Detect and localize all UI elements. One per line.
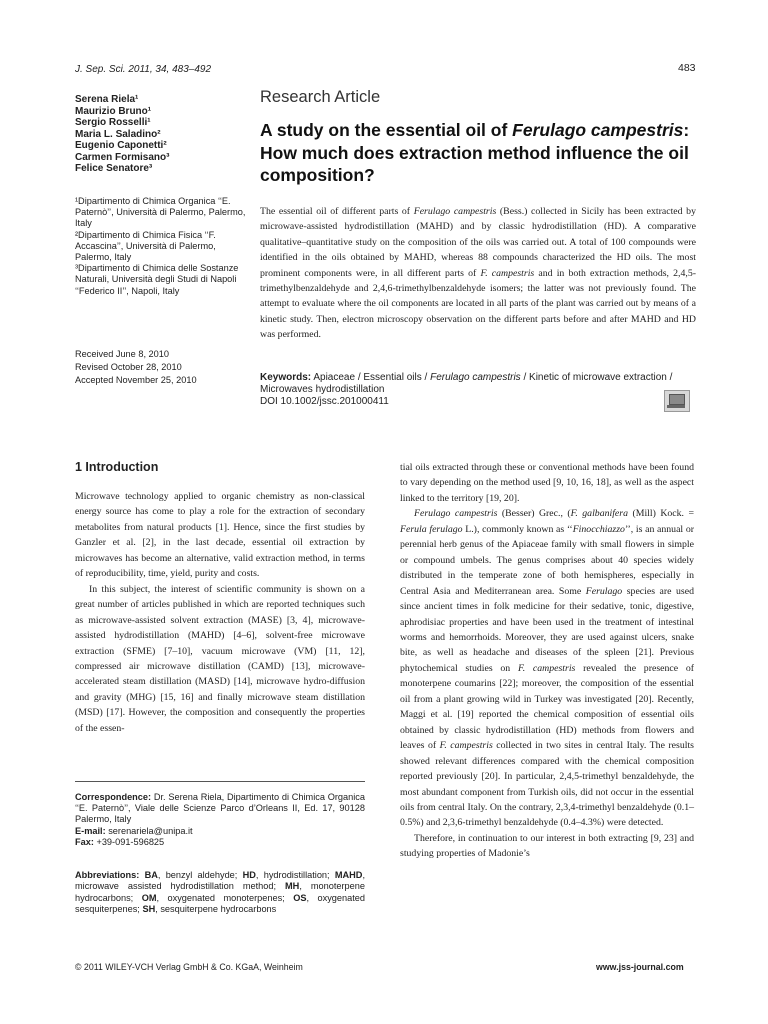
section-heading: 1 Introduction: [75, 460, 159, 474]
keywords: [260, 372, 700, 409]
body-column-right: [400, 460, 694, 862]
article-title: [260, 119, 700, 187]
footnote-divider: [75, 781, 365, 782]
correspondence-label: Correspondence:: [75, 792, 152, 802]
affiliation: ¹Dipartimento di Chimica Organica ‘‘E. Paternò’’, Università di Palermo, Palermo, Italy: [75, 196, 246, 229]
author: Maurizio Bruno¹: [75, 105, 152, 117]
author: Eugenio Caponetti²: [75, 140, 167, 151]
paragraph: Microwave technology applied to organic chemistry as non-classical energy source has come to play a role for the extraction of secondary metabolites from natural products [1]. Hence, since the first studies by Ganzler et al. [2], in the last decade, essential oil extraction by microwaves has become an alternative, valid extraction method, in terms of reproducibility, time, yield, purity and costs.: [75, 491, 365, 580]
page-number: 483: [678, 62, 696, 74]
keywords-label: Keywords:: [260, 372, 312, 383]
abbreviations: Abbreviations: BA, benzyl aldehyde; HD, hydrodistillation; MAHD, microwave assisted hydrodistillation method; MH, monoterpene hydrocarbons; OM, oxygenated monoterpenes; OS, oxygenated sesquiterpenes; SH, sesquiterpene hydrocarbons: [75, 870, 365, 915]
abbreviations-label: Abbreviations:: [75, 870, 140, 880]
body-column-left: [75, 489, 365, 736]
computer-base: [667, 405, 685, 408]
paragraph: Therefore, in continuation to our interest in both extracting [9, 23] and studying properties of Madonie’s: [400, 832, 694, 860]
affiliation: ²Dipartimento di Chimica Fisica ‘‘F. Accascina’’, Università di Palermo, Palermo, Italy: [75, 229, 216, 263]
correspondence: [75, 792, 365, 848]
copyright: © 2011 WILEY-VCH Verlag GmbH & Co. KGaA, Weinheim: [75, 962, 303, 972]
abstract-species: F. campestris: [480, 267, 535, 279]
keywords-text: Apiaceae / Essential oils /: [311, 372, 431, 383]
abstract: [260, 204, 696, 343]
title-species: Ferulago campestris: [512, 120, 684, 140]
affiliation: ³Dipartimento di Chimica delle Sostanze Naturali, Università degli Studi di Napoli ‘‘Federico II’’, Napoli, Italy: [75, 263, 239, 296]
article-type: Research Article: [260, 88, 381, 106]
doi[interactable]: DOI 10.1002/jssc.201000411: [260, 396, 389, 408]
keywords-text: / Kinetic of microwave extraction / Microwaves hydrodistillation: [260, 372, 673, 396]
abstract-text: and in both extraction methods, 2,4,5-trimethylbenzaldehyde and 2,4,6-trimethylbenzaldehyde isomers; the latter was not previously found. The attempt to evaluate where the oil components are located in all parts of the plant was carried out by means of a kinetic study. Then, electron microscopy observation on the different parts before and after MAHD and HD was performed.: [260, 267, 697, 341]
fax-label: Fax:: [75, 836, 94, 847]
journal-citation: J. Sep. Sci. 2011, 34, 483–492: [75, 64, 212, 75]
abstract-text: The essential oil of different parts of: [260, 206, 414, 217]
abstract-species: Ferulago campestris: [413, 206, 497, 217]
accepted-date: Accepted November 25, 2010: [75, 374, 197, 385]
journal-website[interactable]: www.jss-journal.com: [596, 962, 684, 972]
article-dates: [75, 348, 197, 386]
author: Carmen Formisano³: [75, 151, 170, 163]
author: Felice Senatore³: [75, 163, 153, 174]
title-text: A study on the essential oil of: [260, 120, 513, 140]
correspondence-text: Dr. Serena Riela, Dipartimento di Chimica Organica ‘‘E. Paternò’’, Viale delle Scienze Parco d’Orleans II, Ed. 17, 90128 Palermo, Italy: [75, 792, 365, 825]
author-list: [75, 94, 169, 175]
computer-icon[interactable]: [664, 390, 690, 412]
title-text: : How much does extraction method influence the oil composition?: [260, 120, 690, 185]
keyword-species: Ferulago campestris: [430, 372, 521, 383]
author: Maria L. Saladino²: [75, 128, 161, 140]
paragraph: Ferulago campestris (Besser) Grec., (F. galbanifera (Mill) Kock. = Ferula ferulago L.), commonly known as ‘‘Finocchiazzo’’, is an annual or perennial herb genus of the Apiaceae family with small flowers in simple or compound umbels. The genus comprises about 40 species widely distributed in the temperate zone of both hemispheres, especially in Central Asia and Mediterranean area. Some Ferulago species are used since ancient times in folk medicine for their sedative, tonic, digestive, aphrodisiac properties and have been used in the treatment of intestinal worms and hemorrhoids. Moreover, they are used against ulcers, snake bite, as well as headache and diseases of the spleen [21]. Previous phytochemical studies on F. campestris revealed the presence of monoterpene coumarins [22]; moreover, the composition of the essential oil from a plant growing wild in Turkey was investigated [20]. Recently, Maggi et al. [19] reported the chemical composition of essential oils obtained by classic hydrodistillation (HD) methods from flowers and leaves of F. campestris collected in two sites in central Italy. The results showed relevant differences compared with the chemical composition reported previously [20]. In particular, 2,4,5-trimethyl benzaldehyde, the most abundant component from Turkish oils, did not occur in the essential oils from central Italy. On the contrary, 2,3,4-trimethyl benzaldehyde (0.1–0.5%) and 2,3,6-trimethyl benzaldehyde (0.4–4.3%) were detected.: [400, 508, 694, 829]
received-date: Received June 8, 2010: [75, 349, 169, 359]
paragraph: tial oils extracted through these or conventional methods have been found to vary depending on the method used [9, 10, 16, 18], as well as the aspect linked to the territory [19, 20].: [400, 462, 694, 504]
fax-number: +39-091-596825: [93, 836, 165, 847]
paragraph: In this subject, the interest of scientific community is shown on a great number of articles published in which are reported techniques such as microwave-assisted solvent extraction (MASE) [3, 4], microwave-assisted hydrodistillation (MAHD) [4–6], solvent-free microwave extraction (SFME) [7–10], vacuum microwave (VM) [11, 12], compressed air microwave distillation (CAMD) [13], microwave-accelerated steam distillation (MASD) [14], microwave hydro-diffusion and gravity (MHG) [15, 16] and finally microwave steam distillation (MSD) [17]. However, the composition and consequently the properties of the essen-: [75, 583, 365, 734]
computer-screen: [669, 394, 685, 405]
abstract-text: (Bess.) collected in Sicily has been extracted by microwave-assisted hydrodistillation (MAHD) and by classic hydrodistillation (HD). A comparative qualitative–quantitative study on the composition of the oils was carried out. A total of 100 compounds were identified in the oils obtained by MAHD, whereas 88 compounds characterized the HD oils. The most prominent components were, in all different parts of: [260, 206, 696, 279]
affiliations: [75, 196, 250, 297]
email-link[interactable]: serenariela@unipa.it: [105, 825, 193, 836]
author: Sergio Rosselli¹: [75, 117, 151, 128]
email-label: E-mail:: [75, 825, 106, 836]
revised-date: Revised October 28, 2010: [75, 361, 182, 372]
author: Serena Riela¹: [75, 94, 139, 105]
